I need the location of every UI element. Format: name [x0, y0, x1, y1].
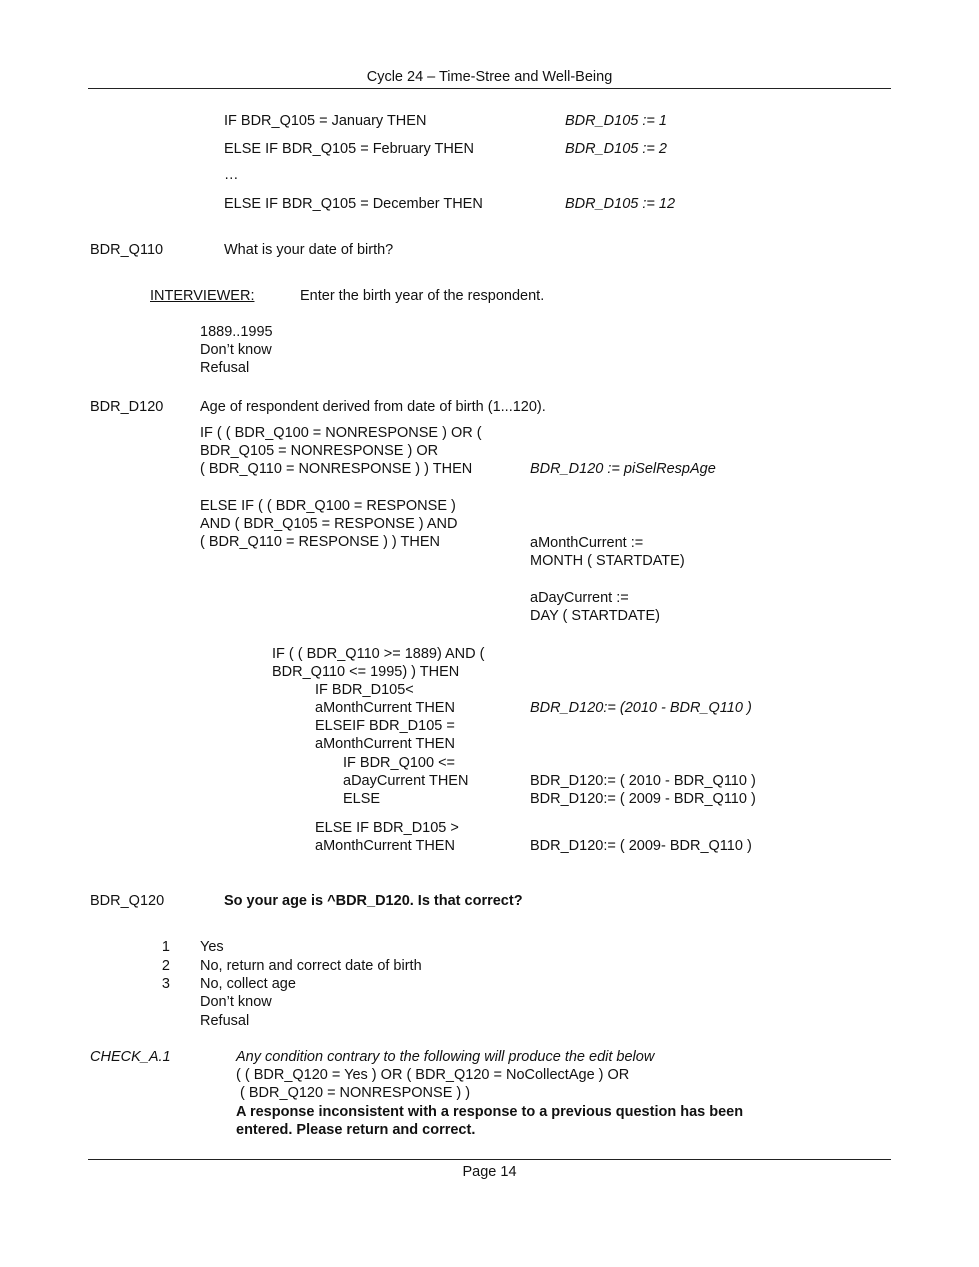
- d120-lvl2-b-line: ELSE IF BDR_D105 >: [315, 820, 459, 836]
- d120-lvl2-b-line: aMonthCurrent THEN: [315, 838, 455, 854]
- q110-interviewer-text: Enter the birth year of the respondent.: [300, 288, 545, 304]
- d105-result-2: BDR_D105 := 2: [565, 141, 667, 157]
- q120-option-label: Yes: [200, 939, 224, 955]
- d120-lvl2-a: [315, 681, 455, 753]
- q110-option: Don’t know: [200, 342, 272, 358]
- q120-option-label: Don’t know: [200, 994, 272, 1010]
- check-logic-line: ( BDR_Q120 = NONRESPONSE ) ): [236, 1085, 471, 1101]
- q110-id: BDR_Q110: [90, 242, 164, 258]
- d120-lvl2-b-result: BDR_D120:= ( 2009- BDR_Q110 ): [530, 838, 752, 854]
- d120-lvl3: [343, 754, 468, 808]
- d120-lvl2-a-line: aMonthCurrent THEN: [315, 700, 455, 716]
- d120-description: Age of respondent derived from date of birth (1...120).: [200, 399, 546, 415]
- d120-block1-result: BDR_D120 := piSelRespAge: [530, 461, 716, 477]
- d120-nested-if-line: BDR_Q110 <= 1995) ) THEN: [272, 664, 460, 680]
- q110-question: What is your date of birth?: [224, 242, 394, 258]
- d120-block2-result-b-line: DAY ( STARTDATE): [530, 608, 660, 624]
- q120-option-num: 2: [161, 958, 170, 974]
- d120-block1-line: ( BDR_Q110 = NONRESPONSE ) ) THEN: [200, 461, 473, 477]
- q120-option-num: 3: [161, 976, 170, 992]
- d120-nested-if: [272, 645, 484, 681]
- d120-block2: [200, 497, 457, 551]
- d120-lvl2-a-line: IF BDR_D105<: [315, 682, 414, 698]
- d105-ellipsis: …: [224, 167, 239, 183]
- check-message-line: entered. Please return and correct.: [236, 1122, 476, 1138]
- d120-lvl3-results: [530, 772, 756, 808]
- d120-id: BDR_D120: [90, 399, 164, 415]
- d120-lvl3-result: BDR_D120:= ( 2009 - BDR_Q110 ): [530, 791, 756, 807]
- d120-lvl2-a-result: BDR_D120:= (2010 - BDR_Q110 ): [530, 700, 752, 716]
- q120-question: So your age is ^BDR_D120. Is that correct?: [224, 893, 523, 909]
- q120-option-label: Refusal: [200, 1013, 250, 1029]
- q120-option-num: 1: [161, 939, 170, 955]
- header-rule: [88, 88, 891, 89]
- check-logic: [236, 1066, 629, 1102]
- d120-lvl3-line: aDayCurrent THEN: [343, 773, 469, 789]
- q120-option-label: No, return and correct date of birth: [200, 958, 422, 974]
- d120-block2-result-line: MONTH ( STARTDATE): [530, 553, 685, 569]
- d105-result-3: BDR_D105 := 12: [565, 196, 676, 212]
- q120-option-label: No, collect age: [200, 976, 296, 992]
- d105-cond-1: IF BDR_Q105 = January THEN: [224, 113, 427, 129]
- d120-lvl2-a-line: ELSEIF BDR_D105 =: [315, 718, 455, 734]
- d120-lvl3-result: BDR_D120:= ( 2010 - BDR_Q110 ): [530, 773, 756, 789]
- d120-block2-result: [530, 534, 685, 570]
- d120-lvl3-line: ELSE: [343, 791, 381, 807]
- d120-block2-result-line: aMonthCurrent :=: [530, 535, 644, 551]
- page-number: Page 14: [462, 1164, 517, 1180]
- d105-cond-3: ELSE IF BDR_Q105 = December THEN: [224, 196, 483, 212]
- d105-cond-2: ELSE IF BDR_Q105 = February THEN: [224, 141, 474, 157]
- d120-block2-line: ( BDR_Q110 = RESPONSE ) ) THEN: [200, 534, 440, 550]
- q110-option: Refusal: [200, 360, 250, 376]
- d120-lvl2-b: [315, 819, 459, 855]
- check-condition: Any condition contrary to the following will produce the edit below: [236, 1049, 655, 1065]
- check-logic-line: ( ( BDR_Q120 = Yes ) OR ( BDR_Q120 = NoCollectAge ) OR: [236, 1067, 630, 1083]
- d120-block1: [200, 424, 482, 478]
- d120-block1-line: BDR_Q105 = NONRESPONSE ) OR: [200, 443, 439, 459]
- d120-block2-line: AND ( BDR_Q105 = RESPONSE ) AND: [200, 516, 458, 532]
- check-message: [236, 1103, 743, 1139]
- d120-lvl3-line: IF BDR_Q100 <=: [343, 755, 456, 771]
- check-message-line: A response inconsistent with a response to a previous question has been: [236, 1104, 744, 1120]
- d120-block2-result-b-line: aDayCurrent :=: [530, 590, 629, 606]
- check-id: CHECK_A.1: [90, 1049, 171, 1065]
- d120-block2-line: ELSE IF ( ( BDR_Q100 = RESPONSE ): [200, 498, 456, 514]
- d120-lvl2-a-line: aMonthCurrent THEN: [315, 736, 455, 752]
- d105-result-1: BDR_D105 := 1: [565, 113, 667, 129]
- d120-block1-line: IF ( ( BDR_Q100 = NONRESPONSE ) OR (: [200, 425, 482, 441]
- d120-block2-result-b: [530, 589, 660, 625]
- footer-rule: [88, 1159, 891, 1160]
- q110-interviewer-label: INTERVIEWER:: [150, 288, 255, 304]
- d120-nested-if-line: IF ( ( BDR_Q110 >= 1889) AND (: [272, 646, 485, 662]
- page-header-title: Cycle 24 – Time-Stree and Well-Being: [366, 69, 613, 85]
- q120-id: BDR_Q120: [90, 893, 165, 909]
- q110-options: [200, 323, 273, 377]
- q110-option: 1889..1995: [200, 324, 273, 340]
